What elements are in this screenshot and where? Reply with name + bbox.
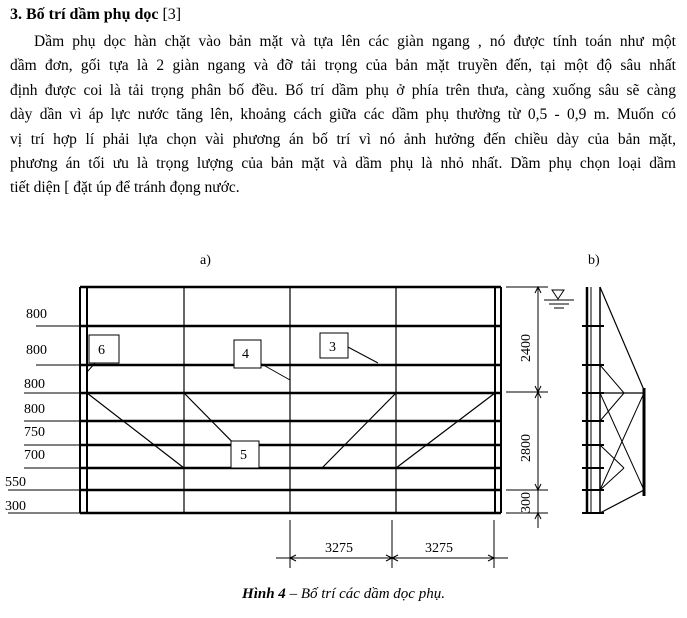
right-dim-labels — [519, 334, 534, 513]
front-view — [80, 287, 501, 513]
figure-caption — [0, 586, 687, 603]
section-number: 3. — [10, 6, 22, 23]
dim-label: 2800 — [519, 434, 534, 462]
label-b: b) — [588, 253, 600, 268]
leader-line — [346, 346, 378, 363]
brace-line — [322, 393, 396, 468]
dim-label: 750 — [24, 425, 45, 440]
side-view — [544, 287, 644, 513]
callout-label: 3 — [329, 340, 336, 355]
label-a: a) — [200, 253, 211, 268]
paragraph-line: phương án tối ưu là trọng lượng của bản mặt và dầm phụ là nhỏ nhất. Dầm phụ chọn loại dầm — [10, 155, 676, 173]
bottom-dim-labels — [325, 541, 453, 556]
callouts — [89, 333, 348, 468]
truss-chord — [600, 490, 644, 513]
dim-label: 2400 — [519, 334, 534, 362]
brace-line — [87, 393, 184, 468]
dim-label: 700 — [24, 448, 45, 463]
dim-label: 800 — [24, 377, 45, 392]
left-dim-labels — [5, 307, 47, 514]
dim-label: 300 — [5, 499, 26, 514]
dim-label: 550 — [5, 475, 26, 490]
dim-label: 300 — [519, 492, 534, 513]
section-title: Bố trí dầm phụ dọc — [26, 6, 159, 23]
bottom-dimensions — [276, 520, 508, 568]
paragraph-line: định được coi là tải trọng phân bố đều. Bố trí dầm phụ ở phía trên thưa, càng xuống sâu sẽ càng — [10, 81, 676, 99]
section-ref: [3] — [162, 6, 182, 23]
dim-label: 3275 — [425, 541, 453, 556]
dim-label: 800 — [24, 402, 45, 417]
caption-label: Hình 4 — [242, 586, 286, 602]
truss-chord — [600, 287, 644, 390]
brace-line — [396, 393, 495, 468]
caption-text: – Bố trí các dầm dọc phụ. — [285, 586, 445, 602]
dim-label: 800 — [26, 343, 47, 358]
water-level-symbol — [552, 290, 564, 299]
dim-label: 800 — [26, 307, 47, 322]
dim-label: 3275 — [325, 541, 353, 556]
paragraph-line: vị trí hợp lí phải lựa chọn vài phương án bố trí vì nó ảnh hưởng đến chiều dày của bản mặt, — [10, 130, 676, 148]
paragraph-line: dầm đơn, gối tựa là 2 giàn ngang và đỡ tải trọng của bản mặt truyền đến, tại một độ sâu nhất — [10, 57, 676, 75]
callout-label: 4 — [242, 347, 249, 362]
paragraph-line: tiết diện [ đặt úp để tránh đọng nước. — [10, 179, 240, 197]
right-dimensions — [506, 287, 548, 528]
callout-label: 6 — [98, 343, 105, 358]
paragraph-line: dày dần vì áp lực nước tăng lên, khoảng cách giữa các dầm phụ thường từ 0,5 - 0,9 m. Muốn có — [10, 106, 676, 124]
paragraph-line: Dầm phụ dọc hàn chặt vào bản mặt và tựa lên các giàn ngang , nó được tính toán như một — [34, 33, 676, 50]
callout-label: 5 — [240, 448, 247, 463]
